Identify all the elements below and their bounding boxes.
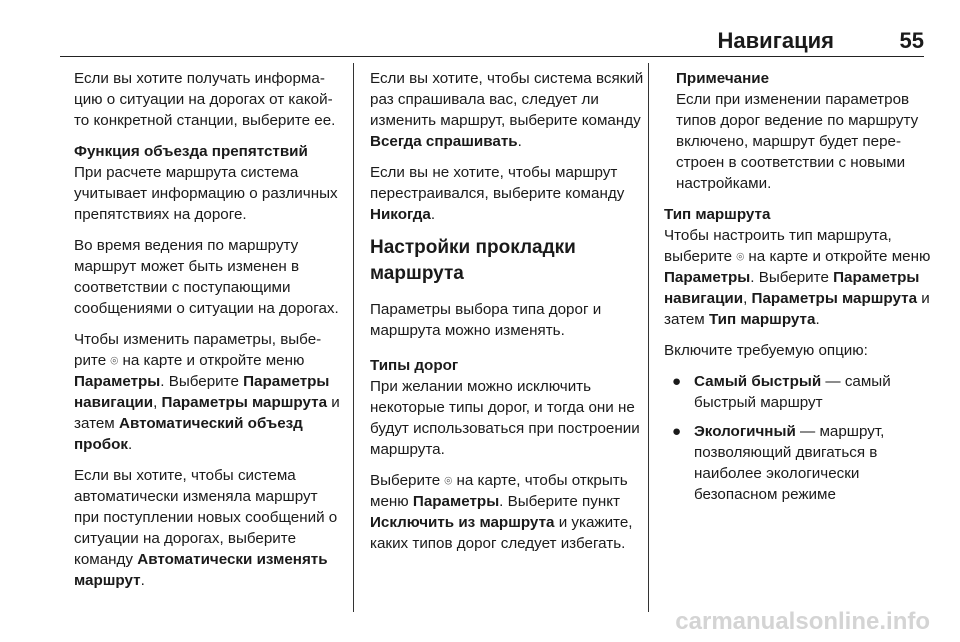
paragraph: Если вы хотите, чтобы система всякий раз спрашивала вас, следует ли изменить маршрут, выберите команду Всегда спрашивать. bbox=[370, 70, 644, 150]
menu-term: Параметры bbox=[664, 269, 751, 286]
bullet: ● bbox=[672, 423, 682, 440]
column-divider bbox=[353, 63, 354, 612]
option-name: Экологичный bbox=[694, 423, 796, 440]
column-divider bbox=[648, 63, 649, 612]
page-number: 55 bbox=[899, 28, 924, 53]
paragraph: При желании можно исключить некоторые типы дорог, и тогда они не будут использоваться при построении маршрута. bbox=[370, 378, 640, 458]
list-item bbox=[664, 421, 936, 505]
option-desc: — маршрут, позволяющий двигаться в наиболее экологически безопасном режиме bbox=[694, 423, 885, 503]
column-2 bbox=[370, 68, 644, 564]
paragraph: Чтобы настроить тип маршрута, выберите ⌾ на карте и откройте меню Параметры. Выберите Параметры навигации, Параметры маршрута и затем Тип маршрута. bbox=[664, 227, 931, 328]
paragraph: При расчете маршрута система учитывает информацию о различных препятствиях на дороге. bbox=[74, 164, 338, 223]
list-item bbox=[664, 371, 936, 413]
map-settings-icon: ⌾ bbox=[444, 473, 453, 488]
menu-term: Исключить из маршрута bbox=[370, 514, 555, 531]
heading-route-settings: Настройки прокладки маршрута bbox=[370, 237, 576, 284]
note-box bbox=[676, 68, 936, 194]
option-name: Самый быстрый bbox=[694, 373, 822, 390]
paragraph: Чтобы изменить параметры, выберите ⌾ на карте и откройте меню Параметры. Выберите Параметры навигации, Параметры маршрута и затем Автоматический объезд пробок. bbox=[74, 331, 340, 453]
watermark: carmanualsonline.info bbox=[675, 608, 930, 635]
subheading-road-types: Типы дорог bbox=[370, 357, 459, 374]
menu-term: Всегда спрашивать bbox=[370, 133, 518, 150]
paragraph: Параметры выбора типа дорог и маршрута можно изменять. bbox=[370, 301, 602, 339]
route-options-list bbox=[664, 371, 936, 505]
section-title: Навигация bbox=[717, 28, 834, 53]
note-text: Если при изменении параметров типов дорог ведение по маршруту включено, маршрут будет перестроен в соответствии с новыми настройками. bbox=[676, 91, 919, 192]
paragraph: Если вы не хотите, чтобы маршрут перестраивался, выберите команду Никогда. bbox=[370, 164, 625, 223]
map-settings-icon: ⌾ bbox=[736, 249, 745, 264]
paragraph: Включите требуемую опцию: bbox=[664, 342, 868, 359]
paragraph: Если вы хотите, чтобы система автоматически изменяла маршрут при поступлении новых сообщений о ситуации на дорогах, выберите команду Автоматически изменять маршрут. bbox=[74, 467, 338, 589]
menu-term: Никогда bbox=[370, 206, 431, 223]
column-3 bbox=[664, 68, 936, 513]
menu-term: Параметры навигации bbox=[74, 373, 330, 411]
menu-term: Параметры маршрута bbox=[751, 290, 918, 307]
menu-term: Параметры маршрута bbox=[161, 394, 328, 411]
page-header bbox=[60, 22, 924, 57]
paragraph: Выберите ⌾ на карте, чтобы открыть меню Параметры. Выберите пункт Исключить из маршрута и укажите, каких типов дорог следует избегать. bbox=[370, 472, 633, 552]
menu-term: Параметры bbox=[74, 373, 161, 390]
menu-term: Автоматический объезд пробок bbox=[74, 415, 303, 453]
bullet: ● bbox=[672, 373, 682, 390]
option-desc: — самый быстрый маршрут bbox=[694, 373, 891, 411]
paragraph: Во время ведения по маршруту маршрут может быть изменен в соответствии с поступающими сообщениями о ситуации на дорогах. bbox=[74, 237, 339, 317]
menu-term: Параметры навигации bbox=[664, 269, 920, 307]
paragraph: Если вы хотите получать информацию о ситуации на дорогах от какой-то конкретной станции, выберите ее. bbox=[74, 70, 336, 129]
menu-term: Тип маршрута bbox=[708, 311, 816, 328]
menu-term: Параметры bbox=[412, 493, 500, 510]
column-1 bbox=[74, 68, 346, 601]
subheading-obstacle-avoidance: Функция объезда препятствий bbox=[74, 143, 308, 160]
map-settings-icon: ⌾ bbox=[110, 353, 119, 368]
menu-term: Автоматически изменять маршрут bbox=[74, 551, 328, 589]
note-title: Примечание bbox=[676, 70, 770, 87]
subheading-route-type: Тип маршрута bbox=[664, 206, 771, 223]
